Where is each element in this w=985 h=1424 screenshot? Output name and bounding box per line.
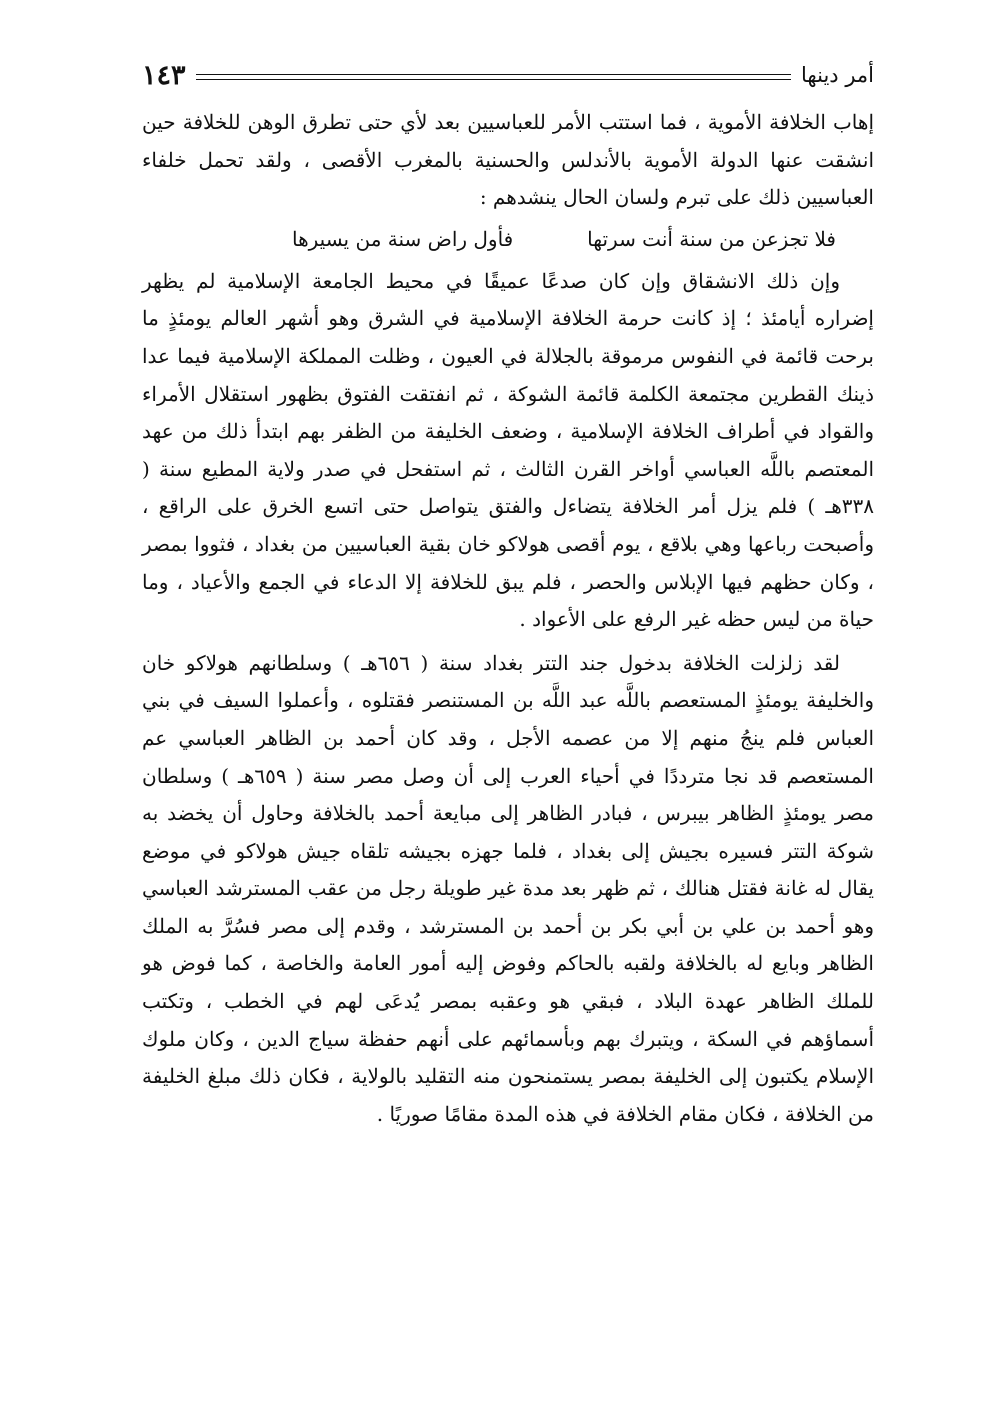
verse-first-hemistich: فلا تجزعن من سنة أنت سرتها [587, 226, 836, 251]
paragraph-2: وإن ذلك الانشقاق وإن كان صدعًا عميقًا في محيط الجامعة الإسلامية لم يظهر إضراره أيامئذ ؛ إذ كانت حرمة الخلافة الإسلامية في الشرق وهو أشهر العالم يومئذٍ ما برحت قائمة في النفوس مرموقة بالجلالة في العيون ، وظلت المملكة الإسلامية فيما عدا ذينك القطرين مجتمعة الكلمة قائمة الشوكة ، ثم انفتقت الفتوق بظهور استقلال الأمراء والقواد في أطراف الخلافة الإسلامية ، وضعف الخليفة من الظفر بهم ابتدأ ذلك من عهد المعتصم باللَّه العباسي أواخر القرن الثالث ، ثم استفحل في صدر ولاية المطيع سنة ( ٣٣٨هـ ) فلم يزل أمر الخلافة يتضاءل والفتق يتواصل حتى اتسع الخرق على الراقع ، وأصبحت رباعها وهي بلاقع ، يوم أقصى هولاكو خان بقية العباسيين من بغداد ، فثووا بمصر ، وكان حظهم فيها الإبلاس والحصر ، فلم يبق للخلافة إلا الدعاء في الجمع والأعياد ، وما حياة من ليس حظه غير الرفع على الأعواد . [142, 268, 875, 632]
running-header [142, 52, 874, 98]
body-text [142, 104, 874, 1133]
poetry-verse [142, 217, 874, 261]
book-page [142, 52, 874, 1133]
paragraph-3: لقد زلزلت الخلافة بدخول جند التتر بغداد سنة ( ٦٥٦هـ ) وسلطانهم هولاكو خان والخليفة يومئذٍ المستعصم باللَّه عبد اللَّه بن المستنصر فقتلوه ، وأعملوا السيف في بني العباس فلم ينجُ منهم إلا من عصمه الأجل ، وقد كان أحمد بن الظاهر العباسي عم المستعصم قد نجا مترددًا في أحياء العرب إلى أن وصل مصر سنة ( ٦٥٩هـ ) وسلطان مصر يومئذٍ الظاهر بيبرس ، فبادر الظاهر إلى مبايعة أحمد بالخلافة وحاول أن يخضد به شوكة التتر فسيره بجيش إلى بغداد ، فلما جهزه بجيشه تلقاه جيش هولاكو في موضع يقال له غانة فقتل هنالك ، ثم ظهر بعد مدة غير طويلة رجل من عقب المسترشد العباسي وهو أحمد بن علي بن أبي بكر بن أحمد بن المسترشد ، وقدم إلى مصر فسُرَّ به الملك الظاهر وبايع له بالخلافة ولقبه بالحاكم وفوض إليه أمور العامة والخاصة ، كما فوض هو للملك الظاهر عهدة البلاد ، فبقي هو وعقبه بمصر يُدعَى لهم في الخطب ، وتكتب أسماؤهم في السكة ، ويتبرك بهم وبأسمائهم على أنهم حفظة سياج الدين ، وكان ملوك الإسلام يكتبون إلى الخليفة بمصر يستمنحون منه التقليد بالولاية ، فكان ذلك مبلغ الخليفة من الخلافة ، فكان مقام الخلافة في هذه المدة مقامًا صوريًا . [142, 650, 874, 1126]
paragraph-1: إهاب الخلافة الأموية ، فما استتب الأمر للعباسيين بعد لأي حتى تطرق الوهن للخلافة حين انشقت عنها الدولة الأموية بالأندلس والحسنية بالمغرب الأقصى ، ولقد تحمل خلفاء العباسيين ذلك على تبرم ولسان الحال ينشدهم : [142, 110, 874, 210]
page-number: ١٤٣ [142, 59, 186, 91]
verse-second-hemistich: فأول راض سنة من يسيرها [292, 226, 514, 251]
header-double-rule [196, 74, 792, 80]
running-title: أمر دينها [801, 63, 874, 87]
